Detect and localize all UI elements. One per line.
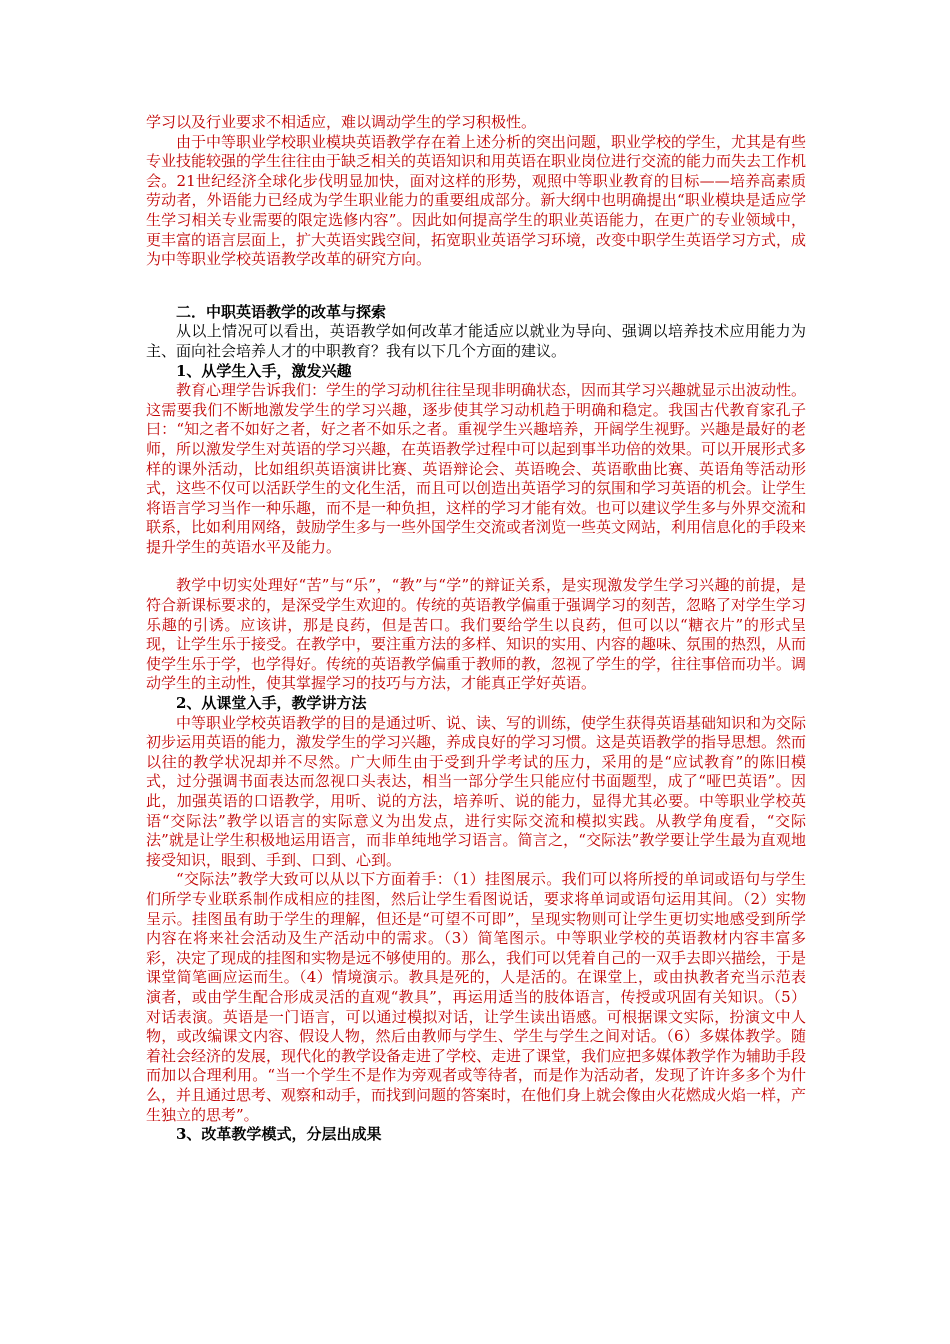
section-heading: 二．中职英语教学的改革与探索 [176, 302, 387, 321]
section-intro-paragraph: 从以上情况可以看出，英语教学如何改革才能适应以就业为导向、强调以培养技术应用能力为主、面向社会培养人才的中职教育？我有以下几个方面的建议。 [146, 322, 806, 360]
subsection-2-paragraph-2: “交际法”教学大致可以从以下方面着手：（1）挂图展示。我们可以将所授的单词或语句与学生们所学专业联系制作成相应的挂图，然后让学生看图说话，要求将单词或语句运用其间。（2）实物呈示。挂图虽有助于学生的理解，但还是“可望不可即”，呈现实物则可让学生更切实地感受到所学内容在将来社会活动及生产活动中的需求。（3）简笔图示。中等职业学校的英语教材内容丰富多彩，决定了现成的挂图和实物是远不够使用的。那么，我们可以凭着自己的一双手去即兴描绘，于是课堂简笔画应运而生。（4）情境演示。教具是死的，人是活的。在课堂上，或由执教者充当示范表演者，或由学生配合形成灵活的直观“教具”，再运用适当的肢体语言，传授或巩固有关知识。（5）对话表演。英语是一门语言，可以通过模拟对话，让学生读出语感。可根据课文实际，扮演文中人物，或改编课文内容、假设人物，然后由教师与学生、学生与学生之间对话。（6）多媒体教学。随着社会经济的发展，现代化的教学设备走进了学校、走进了课堂，我们应把多媒体教学作为辅助手段而加以合理利用。“当一个学生不是作为旁观者或等待者，而是作为活动者，发现了许许多多个为什么，并且通过思考、观察和动手，而找到问题的答案时，在他们身上就会像由火花燃成火焰一样，产生独立的思考”。 [146, 870, 807, 1124]
subsection-heading-3: 3、改革教学模式，分层出成果 [176, 1125, 382, 1144]
subsection-2-paragraph-1: 中等职业学校英语教学的目的是通过听、说、读、写的训练，使学生获得英语基础知识和为交际初步运用英语的能力，激发学生的学习兴趣，养成良好的学习习惯。这是英语教学的指导思想。然而以往的教学状况却并不尽然。广大师生由于受到升学考试的压力，采用的是“应试教育”的陈旧模式，过分强调书面表达而忽视口头表达，相当一部分学生只能应付书面题型，成了“哑巴英语”。因此，加强英语的口语教学，用听、说的方法，培养听、说的能力，显得尤其必要。中等职业学校英语“交际法”教学以语言的实际意义为出发点，进行实际交流和模拟实践。从教学角度看，“交际法”就是让学生积极地运用语言，而非单纯地学习语言。简言之，“交际法”教学要让学生最为直观地接受知识，眼到、手到、口到、心到。 [146, 713, 807, 869]
subsection-1-paragraph-1: 教育心理学告诉我们：学生的学习动机往往呈现非明确状态，因而其学习兴趣就显示出波动性。这需要我们不断地激发学生的学习兴趣，逐步使其学习动机趋于明确和稳定。我国古代教育家孔子曰：“知之者不如好之者，好之者不如乐之者。重视学生兴趣培养，开阔学生视野。兴趣是最好的老师，所以激发学生对英语的学习兴趣，在英语教学过程中可以起到事半功倍的效果。可以开展形式多样的课外活动，比如组织英语演讲比赛、英语辩论会、英语晚会、英语歌曲比赛、英语角等活动形式，这些不仅可以活跃学生的文化生活，而且可以创造出英语学习的氛围和学习英语的机会。让学生将语言学习当作一种乐趣，而不是一种负担，这样的学习才能有效。也可以建议学生多与外界交流和联系，比如利用网络，鼓励学生多与一些外国学生交流或者浏览一些英文网站，利用信息化的手段来提升学生的英语水平及能力。 [146, 381, 807, 556]
subsection-1-paragraph-2: 教学中切实处理好“苦”与“乐”，“教”与“学”的辩证关系，是实现激发学生学习兴趣的前提，是符合新课标要求的，是深受学生欢迎的。传统的英语教学偏重于强调学习的刻苦，忽略了对学生学习乐趣的引诱。应该讲，那是良药，但是苦口。我们要给学生以良药，但可以以“糖衣片”的形式呈现，让学生乐于接受。在教学中，要注重方法的多样、知识的实用、内容的趣味、氛围的热烈，从而使学生乐于学，也学得好。传统的英语教学偏重于教师的教，忽视了学生的学，往往事倍而功半。调动学生的主动性，使其掌握学习的技巧与方法，才能真正学好英语。 [146, 576, 807, 693]
subsection-heading-2: 2、从课堂入手，教学讲方法 [176, 694, 367, 713]
document-page [146, 113, 806, 1145]
subsection-heading-1: 1、从学生入手，激发兴趣 [176, 361, 352, 380]
spacer [146, 557, 806, 576]
spacer [146, 270, 806, 303]
intro-paragraph-tail: 学习以及行业要求不相适应，难以调动学生的学习积极性。 [146, 113, 537, 131]
intro-paragraph-2: 由于中等职业学校职业模块英语教学存在着上述分析的突出问题，职业学校的学生，尤其是有些专业技能较强的学生往往由于缺乏相关的英语知识和用英语在职业岗位进行交流的能力而失去工作机会。21世纪经济全球化步伐明显加快，面对这样的形势，观照中等职业教育的目标——培养高素质劳动者，外语能力已经成为学生职业能力的重要组成部分。新大纲中也明确提出“职业模块是适应学生学习相关专业需要的限定选修内容”。因此如何提高学生的职业英语能力，在更广的专业领域中，更丰富的语言层面上，扩大英语实践空间，拓宽职业英语学习环境，改变中职学生英语学习方式，成为中等职业学校英语教学改革的研究方向。 [146, 132, 807, 269]
